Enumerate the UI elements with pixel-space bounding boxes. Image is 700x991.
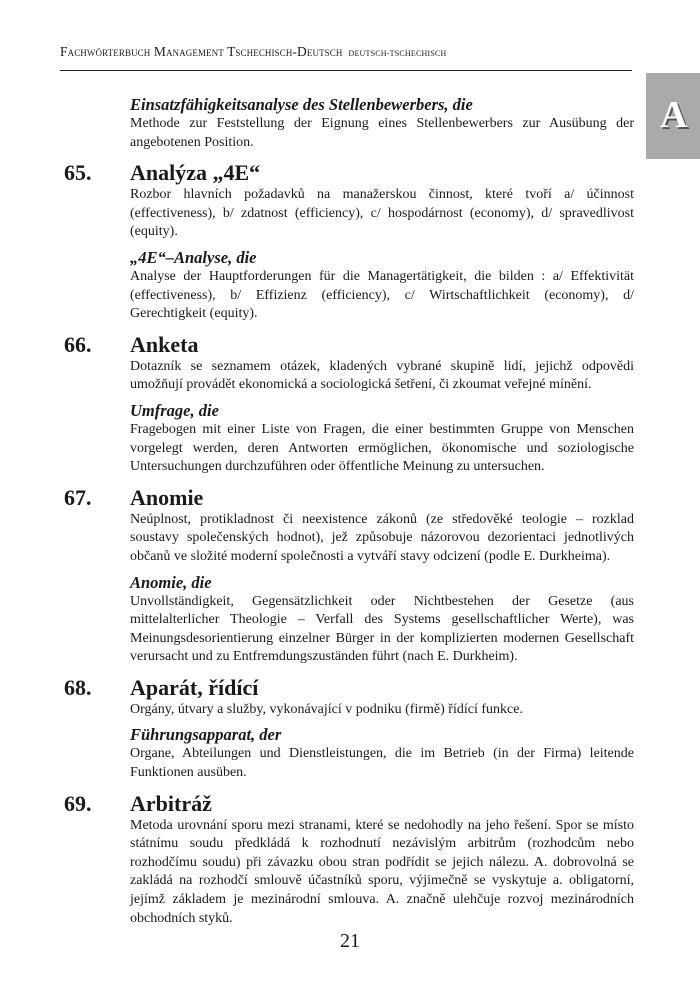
lead-entry — [130, 94, 634, 152]
de-definition: Fragebogen mit einer Liste von Fragen, die einer bestimmten Gruppe von Menschen vorgelegt werden, deren Antworten ermöglichen, ökonomische und soziologische Untersuchungen durchzuführen oder öffentliche Meinung zu untersuchen. — [130, 421, 634, 475]
cz-term: Arbitráž — [130, 790, 212, 816]
page-number: 21 — [340, 930, 360, 952]
entry-number: 66. — [64, 331, 92, 357]
cz-definition: Neúplnost, protikladnost či neexistence zákonů (ze středověké teologie – rozklad soustavy společenských hodnot), jež způsobuje názorovou dezorientaci jednotlivých občanů ve složité moderní společnosti a vytváří stavy odcizení (podle E. Durkheima). — [130, 511, 634, 564]
entry-65 — [64, 160, 634, 324]
cz-definition: Orgány, útvary a služby, vykonávající v podniku (firmě) řídící funkce. — [130, 701, 523, 717]
running-header — [60, 44, 632, 60]
cz-term: Analýza „4E“ — [130, 160, 261, 186]
de-definition: Methode zur Feststellung der Eignung eines Stellenbewerbers zur Ausübung der angebotenen Position. — [130, 116, 634, 150]
de-definition: Analyse der Hauptforderungen für die Managertätigkeit, die bilden : a/ Effektivität (effectiveness), b/ Effizienz (efficiency), c/ Wirtschaftlichkeit (economy), d/ Gerechtigkeit (equity). — [130, 268, 634, 322]
entry-number: 67. — [64, 484, 92, 510]
entry-number: 65. — [64, 160, 92, 186]
entry-number: 69. — [64, 790, 92, 816]
entry-68 — [64, 675, 634, 783]
cz-definition: Rozbor hlavních požadavků na manažerskou činnost, které tvoří a/ účinnost (effectiveness), b/ zdatnost (efficiency), c/ hospodárnost (economy), d/ spravedlivost (equity). — [130, 187, 634, 240]
dictionary-content — [64, 94, 634, 928]
de-definition: Organe, Abteilungen und Dienstleistungen, die im Betrieb (in der Firma) leitende Funktionen ausüben. — [130, 746, 634, 781]
header-title: Fachwörterbuch Management Tschechisch-Deutsch — [60, 44, 343, 59]
de-term: Anomie, die — [130, 572, 212, 592]
header-subtitle: DEUTSCH-TSCHECHISCH — [348, 49, 447, 58]
de-term: Einsatzfähigkeitsanalyse des Stellenbewerbers, die — [130, 95, 473, 114]
cz-term: Anketa — [130, 331, 199, 357]
cz-term: Aparát, řídící — [130, 674, 259, 700]
entry-69 — [64, 791, 634, 929]
header-rule — [60, 70, 632, 71]
cz-term: Anomie — [130, 484, 204, 510]
de-term: Umfrage, die — [130, 400, 219, 420]
tab-letter: A — [660, 94, 688, 136]
entry-66 — [64, 332, 634, 477]
entry-67 — [64, 485, 634, 667]
de-term: Führungsapparat, der — [130, 725, 282, 745]
de-definition: Unvollständigkeit, Gegensätzlichkeit oder Nichtbestehen der Gesetze (aus mittelalterlicher Theologie – Verfall des Systems gesellschaftlicher Werte), was Meinungsdesorientierung einzelner Bürger in der komplizierten modernen Gesellschaft verursacht und zu Entfremdungszuständen führt (nach E. Durkheim). — [130, 593, 634, 665]
entry-number: 68. — [64, 674, 92, 700]
de-term: „4E“–Analyse, die — [130, 247, 257, 267]
cz-definition: Metoda urovnání sporu mezi stranami, které se nedohodly na jeho řešení. Spor se místo státnímu soudu předkládá k rozhodnutí nezávislým arbitrům (rozhodcům nebo rozhodčímu soudu) při závazku obou stran podřídit se jejich nálezu. A. dobrovolná se zakládá na rozhodčí smlouvě účastníků sporu, výjimečně se vyskytuje a. obligatorní, jejímž základem je mezinárodní smlouva. A. značně ulehčuje rozvoj mezinárodních obchodních styků. — [130, 817, 634, 926]
alphabet-tab — [646, 73, 700, 159]
cz-definition: Dotazník se seznamem otázek, kladených vybrané skupině lidí, jejichž odpovědi umožňují provádět ekonomická a sociologická šetření, či zkoumat veřejné mínění. — [130, 358, 634, 393]
